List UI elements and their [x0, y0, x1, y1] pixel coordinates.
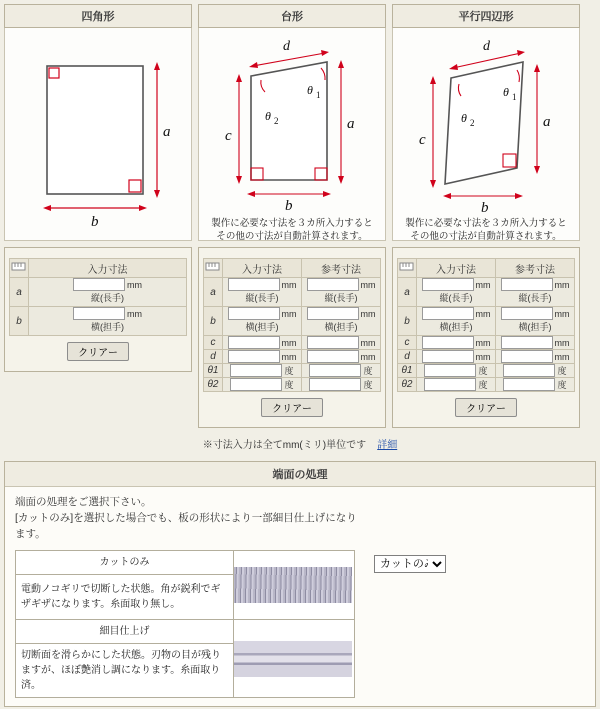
edge-treatment-line1: 端面の処理をご選択下さい。	[15, 496, 152, 508]
svg-text:θ: θ	[307, 83, 313, 97]
row-label-c-para: c	[398, 336, 417, 350]
input-a-para[interactable]	[422, 278, 474, 291]
panel-parallelogram	[392, 4, 580, 428]
input-b-rect[interactable]	[73, 307, 125, 320]
row-input-t1-trap	[223, 364, 302, 378]
edge-treatment-section	[4, 461, 596, 707]
table-row	[204, 278, 381, 307]
row-input-a-para	[417, 278, 496, 307]
row-input-b-trap	[223, 307, 302, 336]
unit-d-para: mm	[475, 351, 491, 362]
table-row	[398, 278, 575, 307]
dims-box-parallelogram	[392, 247, 580, 428]
ruler-icon	[205, 260, 221, 273]
unit-t2-trap: 度	[284, 380, 294, 390]
svg-text:θ: θ	[503, 85, 509, 99]
row-ref-a-para	[496, 278, 575, 307]
ref-t1-para	[503, 364, 555, 377]
row-input-a-rect	[29, 278, 187, 307]
col-head-input-rect: 入力寸法	[29, 259, 187, 278]
clear-button-para[interactable]: クリアー	[455, 398, 517, 417]
panel-title-parallelogram: 平行四辺形	[392, 4, 580, 28]
input-c-trap[interactable]	[228, 336, 280, 349]
input-a-rect[interactable]	[73, 278, 125, 291]
unit-t1-para: 度	[478, 366, 488, 376]
input-t1-trap[interactable]	[230, 364, 282, 377]
ref-b-para	[501, 307, 553, 320]
ref-unit-a-para: mm	[554, 279, 570, 290]
input-t2-trap[interactable]	[230, 378, 282, 391]
unit-t1-trap: 度	[284, 366, 294, 376]
option-name-cut: カットのみ	[16, 551, 234, 575]
svg-text:2: 2	[470, 118, 475, 128]
edge-options-table	[15, 550, 355, 698]
row-label-d-trap: d	[204, 350, 223, 364]
unit-c-para: mm	[475, 337, 491, 348]
ruler-icon	[399, 260, 415, 273]
ref-c-para	[501, 336, 553, 349]
panel-rectangle	[4, 4, 192, 428]
sub-a-para: 縦(長手)	[439, 293, 473, 303]
col-head-symbol-para	[398, 259, 417, 278]
sub-b-rect: 横(担手)	[91, 322, 124, 332]
row-ref-t1-para	[496, 364, 575, 378]
table-row	[398, 336, 575, 350]
row-input-t1-para	[417, 364, 496, 378]
input-t2-para[interactable]	[424, 378, 476, 391]
ref-t2-trap	[309, 378, 361, 391]
table-row	[204, 350, 381, 364]
dims-box-rectangle	[4, 247, 192, 372]
svg-text:b: b	[91, 214, 99, 230]
option-desc-cut: 電動ノコギリで切断した状態。角が鋭利でギザギザになります。糸面取り無し。	[16, 575, 234, 620]
dims-table-rectangle	[9, 258, 187, 336]
row-input-b-para	[417, 307, 496, 336]
dims-table-trapezoid	[203, 258, 381, 392]
dims-table-parallelogram	[397, 258, 575, 392]
row-ref-b-para	[496, 307, 575, 336]
panel-title-trapezoid: 台形	[198, 4, 386, 28]
dims-box-trapezoid	[198, 247, 386, 428]
ref-t2-para	[503, 378, 555, 391]
option-swatch-fine-cell	[234, 620, 355, 698]
table-row	[10, 278, 187, 307]
figure-note-line2-trapezoid: その他の寸法が自動計算されます。	[216, 230, 368, 241]
table-row	[204, 378, 381, 392]
row-input-d-para	[417, 350, 496, 364]
svg-text:2: 2	[274, 116, 279, 126]
ref-sub-a-para: 縦(長手)	[518, 293, 552, 303]
row-ref-a-trap	[302, 278, 381, 307]
svg-text:a: a	[347, 116, 355, 132]
col-head-ref-para: 参考寸法	[496, 259, 575, 278]
sub-a-trap: 縦(長手)	[245, 293, 279, 303]
fine-texture-image	[234, 641, 352, 677]
row-ref-b-trap	[302, 307, 381, 336]
unit-t2-para: 度	[478, 380, 488, 390]
edge-treatment-title: 端面の処理	[5, 462, 595, 487]
row-input-t2-trap	[223, 378, 302, 392]
table-row	[204, 307, 381, 336]
edge-treatment-body	[5, 487, 595, 706]
svg-text:a: a	[543, 114, 551, 130]
svg-text:θ: θ	[265, 109, 271, 123]
svg-text:θ: θ	[461, 111, 467, 125]
figure-note-line1-trapezoid: 製作に必要な寸法を３カ所入力すると	[211, 218, 373, 229]
row-label-d-para: d	[398, 350, 417, 364]
figure-rectangle	[4, 28, 192, 241]
unit-note-detail-link[interactable]: 詳細	[377, 440, 398, 451]
ref-t1-trap	[309, 364, 361, 377]
clear-wrap-para	[397, 392, 575, 423]
edge-treatment-left	[15, 495, 360, 698]
row-label-a-trap: a	[204, 278, 223, 307]
unit-a-trap: mm	[281, 279, 297, 290]
sub-b-trap: 横(担手)	[245, 322, 279, 332]
trapezoid-drawing	[199, 28, 385, 213]
row-input-a-trap	[223, 278, 302, 307]
row-ref-d-para	[496, 350, 575, 364]
ref-d-para	[501, 350, 553, 363]
ref-unit-c-para: mm	[554, 337, 570, 348]
svg-text:b: b	[481, 200, 489, 213]
row-input-c-trap	[223, 336, 302, 350]
row-input-c-para	[417, 336, 496, 350]
unit-c-trap: mm	[281, 337, 297, 348]
row-input-t2-para	[417, 378, 496, 392]
col-head-input-para: 入力寸法	[417, 259, 496, 278]
figure-trapezoid	[198, 28, 386, 241]
row-input-d-trap	[223, 350, 302, 364]
svg-text:c: c	[419, 132, 426, 148]
ref-unit-t2-trap: 度	[363, 380, 373, 390]
ruler-icon	[11, 260, 27, 273]
svg-text:a: a	[163, 124, 171, 140]
edge-treatment-line2: [カットのみ]を選択した場合でも、板の形状により一部細目仕上げになります。	[15, 511, 357, 540]
ref-unit-a-trap: mm	[360, 279, 376, 290]
input-d-trap[interactable]	[228, 350, 280, 363]
row-ref-d-trap	[302, 350, 381, 364]
sub-b-para: 横(担手)	[439, 322, 473, 332]
ref-b-trap	[307, 307, 359, 320]
ref-sub-b-para: 横(担手)	[518, 322, 552, 332]
row-label-t2-para: θ2	[398, 378, 417, 392]
ref-unit-d-para: mm	[554, 351, 570, 362]
clear-button-rect[interactable]: クリアー	[67, 342, 129, 361]
svg-text:1: 1	[316, 90, 321, 100]
table-row	[204, 336, 381, 350]
unit-note	[0, 436, 600, 451]
clear-button-trap[interactable]: クリアー	[261, 398, 323, 417]
table-row	[398, 378, 575, 392]
ref-sub-b-trap: 横(担手)	[324, 322, 358, 332]
svg-text:d: d	[483, 39, 490, 54]
ref-unit-d-trap: mm	[360, 351, 376, 362]
figure-note-line1-parallelogram: 製作に必要な寸法を３カ所入力すると	[405, 218, 567, 229]
svg-text:1: 1	[512, 92, 517, 102]
row-label-t1-trap: θ1	[204, 364, 223, 378]
table-row	[204, 364, 381, 378]
row-ref-c-para	[496, 336, 575, 350]
table-row	[398, 307, 575, 336]
row-label-c-trap: c	[204, 336, 223, 350]
option-swatch-cut-cell	[234, 551, 355, 620]
col-head-symbol-rect	[10, 259, 29, 278]
row-label-a-para: a	[398, 278, 417, 307]
row-ref-c-trap	[302, 336, 381, 350]
svg-text:d: d	[283, 39, 290, 54]
row-ref-t2-trap	[302, 378, 381, 392]
col-head-input-trap: 入力寸法	[223, 259, 302, 278]
table-row	[398, 364, 575, 378]
figure-note-line2-parallelogram: その他の寸法が自動計算されます。	[410, 230, 562, 241]
unit-b-rect: mm	[127, 308, 142, 319]
ref-a-trap	[307, 278, 359, 291]
table-row	[16, 551, 355, 575]
ref-sub-a-trap: 縦(長手)	[324, 293, 358, 303]
col-head-ref-trap: 参考寸法	[302, 259, 381, 278]
unit-b-para: mm	[475, 308, 491, 319]
input-c-para[interactable]	[422, 336, 474, 349]
table-row	[16, 620, 355, 644]
option-desc-fine: 切断面を滑らかにした状態。刃物の目が残りますが、ほぼ艶消し調になります。糸面取り済。	[16, 644, 234, 698]
ref-unit-c-trap: mm	[360, 337, 376, 348]
input-b-para[interactable]	[422, 307, 474, 320]
cut-texture-image	[234, 567, 352, 603]
clear-wrap-rect	[9, 336, 187, 367]
input-a-trap[interactable]	[228, 278, 280, 291]
row-label-b-trap: b	[204, 307, 223, 336]
ref-unit-t1-trap: 度	[363, 366, 373, 376]
unit-a-para: mm	[475, 279, 491, 290]
unit-a-rect: mm	[127, 279, 142, 290]
panel-trapezoid	[198, 4, 386, 428]
ref-unit-t1-para: 度	[557, 366, 567, 376]
sub-a-rect: 縦(長手)	[91, 293, 124, 303]
row-label-t2-trap: θ2	[204, 378, 223, 392]
svg-text:c: c	[225, 128, 232, 144]
input-d-para[interactable]	[422, 350, 474, 363]
row-label-b-rect: b	[10, 307, 29, 336]
row-label-a-rect: a	[10, 278, 29, 307]
edge-treatment-select[interactable]	[374, 555, 446, 573]
ref-unit-t2-para: 度	[557, 380, 567, 390]
input-b-trap[interactable]	[228, 307, 280, 320]
unit-note-text: ※寸法入力は全てmm(ミリ)単位です	[202, 440, 367, 451]
row-input-b-rect	[29, 307, 187, 336]
col-head-symbol-trap	[204, 259, 223, 278]
svg-text:b: b	[285, 198, 293, 213]
ref-unit-b-para: mm	[554, 308, 570, 319]
parallelogram-drawing	[393, 28, 579, 213]
clear-wrap-trap	[203, 392, 381, 423]
panel-title-rectangle: 四角形	[4, 4, 192, 28]
edge-treatment-right	[360, 495, 585, 698]
row-label-t1-para: θ1	[398, 364, 417, 378]
unit-d-trap: mm	[281, 351, 297, 362]
row-label-b-para: b	[398, 307, 417, 336]
rectangle-drawing	[5, 28, 191, 240]
row-ref-t1-trap	[302, 364, 381, 378]
ref-c-trap	[307, 336, 359, 349]
table-row	[10, 307, 187, 336]
table-row	[398, 350, 575, 364]
input-t1-para[interactable]	[424, 364, 476, 377]
option-name-fine: 細目仕上げ	[16, 620, 234, 644]
figure-parallelogram	[392, 28, 580, 241]
ref-d-trap	[307, 350, 359, 363]
ref-unit-b-trap: mm	[360, 308, 376, 319]
unit-b-trap: mm	[281, 308, 297, 319]
figure-note-trapezoid	[199, 216, 385, 241]
row-ref-t2-para	[496, 378, 575, 392]
figure-note-parallelogram	[393, 216, 579, 241]
ref-a-para	[501, 278, 553, 291]
